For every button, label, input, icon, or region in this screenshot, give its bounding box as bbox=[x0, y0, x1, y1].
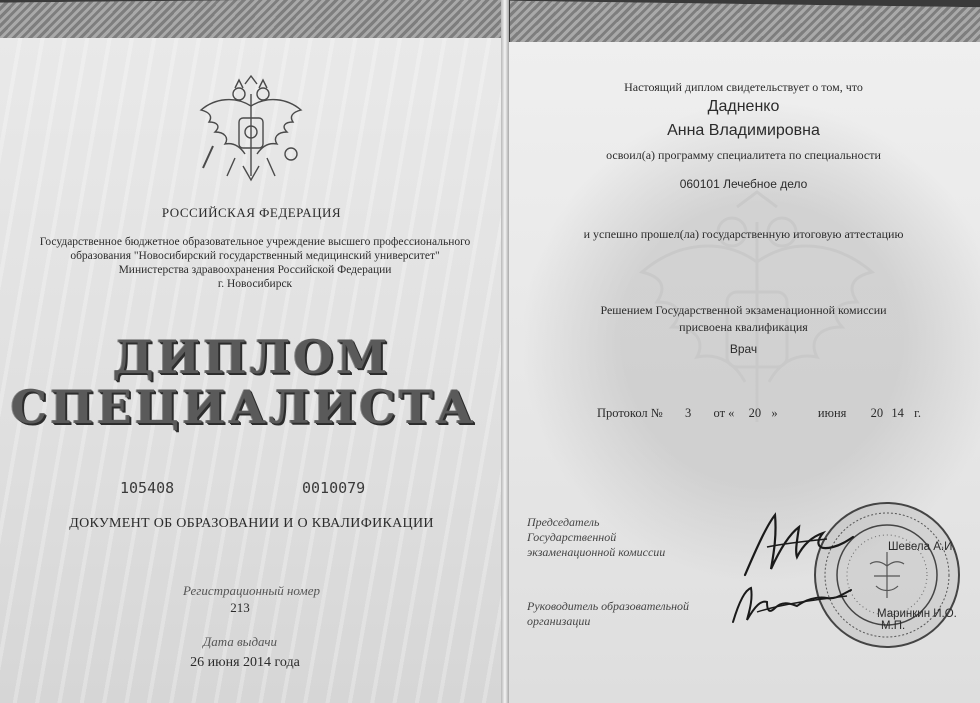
issue-date: 26 июня 2014 года bbox=[190, 655, 300, 670]
diploma-left-page bbox=[0, 38, 503, 703]
registration-label: Регистрационный номер bbox=[183, 583, 320, 598]
country-name: РОССИЙСКАЯ ФЕДЕРАЦИЯ bbox=[161, 205, 342, 220]
book-spine bbox=[501, 0, 509, 703]
chair-label bbox=[527, 515, 727, 560]
protocol-number: 3 bbox=[684, 406, 692, 420]
attestation-statement: и успешно прошел(ла) государственную итоговую аттестацию bbox=[583, 227, 904, 241]
protocol-year-prefix: 20 bbox=[870, 406, 884, 420]
diploma-right-page bbox=[507, 42, 980, 703]
protocol-day-close: » bbox=[771, 406, 778, 420]
issue-date-label: Дата выдачи bbox=[202, 634, 278, 649]
institution-city: г. Новосибирск bbox=[217, 278, 293, 290]
qualification: Врач bbox=[729, 342, 758, 356]
chair-label-line: Председатель bbox=[527, 515, 600, 529]
graduate-name: Анна Владимировна bbox=[667, 122, 820, 139]
protocol-year: 14 bbox=[891, 406, 904, 420]
diploma-number: 0010079 bbox=[302, 479, 366, 497]
program-statement: освоил(а) программу специалитета по специальности bbox=[606, 148, 881, 162]
institution-line: образования "Новосибирский государственный медицинский университет" bbox=[70, 250, 440, 262]
chair-label-line: экзаменационной комиссии bbox=[527, 545, 666, 559]
chair-name: Шевела А.И. bbox=[888, 541, 956, 553]
decision-line: Решением Государственной экзаменационной комиссии bbox=[600, 303, 887, 317]
protocol-day: 20 bbox=[748, 406, 762, 420]
institution-name bbox=[20, 235, 490, 291]
decision-line: присвоена квалификация bbox=[679, 320, 808, 334]
diploma-series: 105408 bbox=[120, 479, 175, 497]
protocol-month: июня bbox=[817, 406, 847, 420]
diploma-title: ДИПЛОМ bbox=[112, 330, 391, 384]
coat-of-arms-icon bbox=[195, 76, 307, 186]
protocol-label: Протокол № bbox=[597, 406, 663, 420]
institution-line: Министерства здравоохранения Российской Федерации bbox=[118, 264, 392, 276]
protocol-line bbox=[597, 406, 921, 421]
head-label bbox=[527, 599, 747, 629]
registration-number: 213 bbox=[230, 600, 250, 615]
head-label-line: организации bbox=[527, 614, 591, 628]
specialty: 060101 Лечебное дело bbox=[679, 177, 808, 191]
protocol-year-suffix: г. bbox=[914, 406, 921, 420]
head-label-line: Руководитель образовательной bbox=[527, 599, 690, 613]
certification-intro: Настоящий диплом свидетельствует о том, что bbox=[624, 80, 863, 94]
document-type: ДОКУМЕНТ ОБ ОБРАЗОВАНИИ И О КВАЛИФИКАЦИИ bbox=[69, 516, 434, 531]
stamp-mark: М.П. bbox=[881, 620, 906, 632]
head-name: Маринкин И.О. bbox=[877, 608, 957, 620]
institution-line: Государственное бюджетное образовательное учреждение высшего профессионального bbox=[39, 236, 471, 248]
diploma-subtitle: СПЕЦИАЛИСТА bbox=[10, 380, 477, 434]
chair-label-line: Государственной bbox=[527, 530, 617, 544]
handwritten-signature bbox=[727, 582, 857, 632]
graduate-surname: Дадненко bbox=[707, 98, 780, 115]
commission-decision bbox=[507, 302, 980, 336]
protocol-from: от « bbox=[713, 406, 735, 420]
handwritten-signature bbox=[737, 507, 857, 582]
